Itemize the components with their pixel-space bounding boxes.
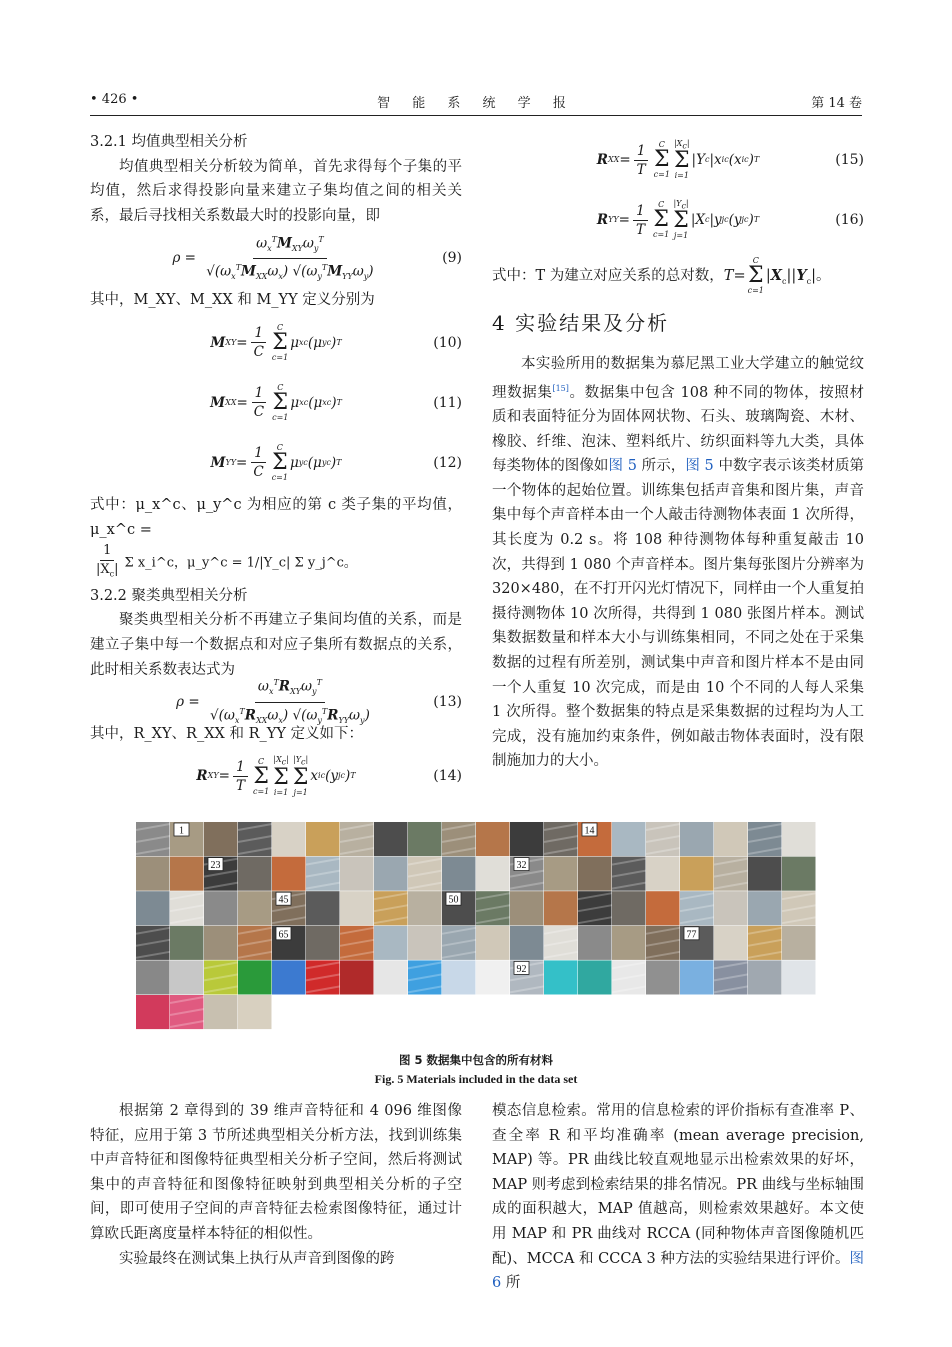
equation-9: ρ = $\frac{\omega_x^TM_{XY}\omega_y^T}{√(\omega_x^TM_{XX}\omega_x) √(\omega_y^TM_{YY}\omega_y)}$ (9)	[90, 228, 462, 288]
material-tile	[272, 822, 306, 856]
material-tile	[306, 926, 340, 960]
material-tile	[510, 822, 544, 856]
material-tile	[374, 857, 408, 891]
section-3-2-2-title: 3.2.2 聚类典型相关分析	[90, 587, 248, 604]
volume-number: 第 14 卷	[811, 96, 862, 111]
section-3-2-1-paragraph: 均值典型相关分析较为简单，首先求得每个子集的平均值，然后求得投影向量来建立子集均值之间的相关关系，最后寻找相关系数最大时的投影向量，即	[90, 158, 462, 224]
material-tile	[544, 891, 578, 925]
material-tile	[748, 891, 782, 925]
figure-5-link-2[interactable]: 图 5	[685, 458, 714, 475]
materials-grid	[136, 822, 816, 1030]
material-tile	[170, 926, 204, 960]
material-tile	[714, 926, 748, 960]
material-tile	[204, 891, 238, 925]
material-tile	[306, 891, 340, 925]
material-tile	[782, 822, 816, 856]
left-column-top	[90, 130, 462, 807]
material-tile	[238, 891, 272, 925]
tile-label: 14	[584, 825, 595, 837]
tile-label: 1	[179, 825, 184, 837]
material-tile	[646, 891, 680, 925]
tile-label: 45	[278, 894, 289, 906]
material-tile	[272, 960, 306, 994]
right-column-bottom	[492, 1099, 864, 1296]
tile-label: 23	[210, 860, 221, 872]
material-tile	[204, 822, 238, 856]
left-column-bottom	[90, 1099, 462, 1271]
material-tile	[136, 995, 170, 1029]
equation-14-number: (14)	[433, 768, 462, 785]
material-tile	[714, 822, 748, 856]
material-tile	[170, 960, 204, 994]
section-4-title: 4 实验结果及分析	[492, 311, 670, 335]
material-tile	[646, 960, 680, 994]
material-tile	[136, 960, 170, 994]
bottom-right-paragraph: 模态信息检索。常用的信息检索的评价指标有查准率 P、查全率 R 和平均准确率 (mean average precision, MAP) 等。PR 曲线比较直观地显示出检索效果的好坏，MAP 则考虑到检索结果的排名情况。PR 曲线与坐标轴围成的面积越大，MAP 值越高，则检索效果越好。本文使用 MAP 和 PR 曲线对 RCCA (同种物体声音图像随机匹配)、MCCA 和 CCCA 3 种方法的实验结果进行评价。图 6 所	[492, 1103, 864, 1292]
material-tile	[680, 960, 714, 994]
equation-13-number: (13)	[433, 693, 462, 710]
equation-16: R YY = $\frac{1}{T}$ C Σ c=1 $|Y_c|$ Σ j=1 |X c |y j c (y j c ) T (16)	[596, 198, 864, 241]
right-column-top	[492, 130, 864, 774]
material-tile	[714, 891, 748, 925]
material-tile	[748, 960, 782, 994]
material-tile	[238, 995, 272, 1029]
material-tile	[238, 857, 272, 891]
figure-6-link[interactable]: 图 6	[492, 1250, 864, 1292]
page-number: • 426 •	[90, 92, 139, 107]
equation-11-number: (11)	[433, 394, 462, 411]
material-tile	[748, 857, 782, 891]
figure-5-caption-en: Fig. 5 Materials included in the data set	[374, 1072, 578, 1086]
material-tile	[136, 857, 170, 891]
material-tile	[680, 822, 714, 856]
where-mu: 式中：μ_x^c、μ_y^c 为相应的第 c 类子集的平均值，μ_x^c =	[90, 496, 462, 538]
header-rule	[90, 115, 862, 116]
material-tile	[238, 960, 272, 994]
equation-15: R XX = $\frac{1}{T}$ C Σ c=1 $|X_c|$ Σ i=1 |Y c |x i c (x i c ) T (15)	[596, 138, 864, 181]
material-tile	[204, 926, 238, 960]
material-tile	[136, 891, 170, 925]
tile-label: 65	[278, 929, 289, 941]
material-tile	[306, 822, 340, 856]
material-tile	[612, 926, 646, 960]
tile-label: 50	[448, 894, 459, 906]
tile-label: 77	[686, 929, 697, 941]
material-tile	[374, 960, 408, 994]
figure-5-materials-grid	[136, 822, 816, 1030]
material-tile	[782, 857, 816, 891]
material-tile	[170, 857, 204, 891]
material-tile	[340, 891, 374, 925]
citation-15[interactable]: [15]	[552, 383, 569, 393]
material-tile	[374, 822, 408, 856]
material-tile	[510, 891, 544, 925]
material-tile	[476, 960, 510, 994]
material-tile	[204, 995, 238, 1029]
material-tile	[544, 960, 578, 994]
material-tile	[408, 926, 442, 960]
material-tile	[680, 857, 714, 891]
equation-10: M XY = $\frac{1}{C}$ C Σ c=1 μ x c (μ y c ) T (10)	[210, 322, 462, 362]
tile-label: 32	[516, 860, 527, 872]
material-tile	[612, 891, 646, 925]
material-tile	[646, 857, 680, 891]
equation-13: ρ = $\frac{\omega_x^TR_{XY}\omega_y^T}{√(\omega_x^TR_{XX}\omega_x) √(\omega_y^TR_{YY}\omega_y)}$ (13)	[90, 682, 462, 722]
material-tile	[476, 822, 510, 856]
section-3-2-1-title: 3.2.1 均值典型相关分析	[90, 134, 248, 150]
material-tile	[578, 857, 612, 891]
material-tile	[612, 822, 646, 856]
running-header	[90, 92, 862, 114]
material-tile	[272, 857, 306, 891]
bottom-left-paragraph-2: 实验最终在测试集上执行从声音到图像的跨	[119, 1250, 395, 1267]
material-tile	[782, 926, 816, 960]
bottom-left-paragraph: 根据第 2 章得到的 39 维声音特征和 4 096 维图像特征，应用于第 3 节所述典型相关分析方法，找到训练集中声音特征和图像特征典型相关分析子空间，然后将测试集中的声音特征和图像特征映射到典型相关分析的子空间，即可使用子空间的声音特征去检索图像特征，通过计算欧氏距离度量样本特征的相似性。	[90, 1103, 462, 1242]
equation-12: M YY = $\frac{1}{C}$ C Σ c=1 μ y c (μ y c ) T (12)	[210, 442, 462, 482]
material-tile	[442, 960, 476, 994]
material-tile	[408, 891, 442, 925]
section-3-2-2-paragraph: 聚类典型相关分析不再建立子集间均值的关系，而是建立子集中每一个数据点和对应子集所有数据点的关系，此时相关系数表达式为	[90, 612, 462, 678]
equation-12-number: (12)	[433, 454, 462, 471]
where-t: 式中：T 为建立对应关系的总对数，T= C Σ c=1 $|X_c||Y_c|$。	[492, 256, 831, 295]
definition-m: 其中，M_XY、M_XX 和 M_YY 定义分别为	[90, 292, 375, 309]
definition-r: 其中，R_XY、R_XX 和 R_YY 定义如下：	[90, 726, 364, 743]
material-tile	[476, 857, 510, 891]
material-tile	[544, 857, 578, 891]
material-tile	[578, 926, 612, 960]
material-tile	[782, 960, 816, 994]
equation-14: R XY = $\frac{1}{T}$ C Σ c=1 $|X_c|$ Σ i=1 $|Y_c|$ Σ j=1 x i c (y j c ) T (14)	[196, 755, 462, 798]
equation-16-number: (16)	[835, 211, 864, 228]
material-tile	[442, 857, 476, 891]
material-tile	[340, 960, 374, 994]
journal-title: 智 能 系 统 学 报	[377, 96, 575, 111]
material-tile	[340, 857, 374, 891]
material-tile	[510, 926, 544, 960]
material-tile	[408, 822, 442, 856]
equation-15-number: (15)	[835, 151, 864, 168]
material-tile	[476, 926, 510, 960]
equation-10-number: (10)	[433, 334, 462, 351]
equation-9-number: (9)	[442, 250, 462, 267]
section-4-paragraph: 本实验所用的数据集为慕尼黑工业大学建立的触觉纹理数据集[15]。数据集中包含 108 种不同的物体，按照材质和表面特征分为固体网状物、石头、玻璃陶瓷、木材、橡胶、纤维、泡沫、塑料纸片、纺织面料等九大类，具体每类物体的图像如图 5 所示，图 5 中数字表示该类材质第一个物体的起始位置。训练集包括声音集和图片集，声音集中每个声音样本由一个人敲击待测物体表面 1 次所得，其长度为 0.2 s。将 108 种待测物体每种重复敲击 10 次，共得到 1 080 个声音样本。图片集每张图片分辨率为 320×480，在不打开闪光灯情况下，同样由一个人重复拍摄待测物体 10 次所得，共得到 1 080 张图片样本。测试集数据数量和样本大小与训练集相同，不同之处在于采集数据的过程有所差别，测试集中声音和图片样本不是由同一个人重复 10 次完成，而是由 10 个不同的人每人采集 1 次所得。整个数据集的特点是采集数据的过程均为人工完成，没有施加约束条件，例如敲击物体表面时，没有限制施加力的大小。	[492, 356, 865, 770]
where-mu-continued: $\frac{1}{|X_c|}$ Σ x_i^c，μ_y^c = 1/|Y_c| Σ y_j^c。	[96, 543, 357, 579]
equation-11: M XX = $\frac{1}{C}$ C Σ c=1 μ x c (μ x c ) T (11)	[210, 382, 462, 422]
tile-label: 92	[516, 963, 527, 975]
material-tile	[578, 960, 612, 994]
figure-5-caption-cn: 图 5 数据集中包含的所有材料	[398, 1053, 553, 1067]
material-tile	[374, 926, 408, 960]
figure-5-link[interactable]: 图 5	[608, 458, 637, 475]
